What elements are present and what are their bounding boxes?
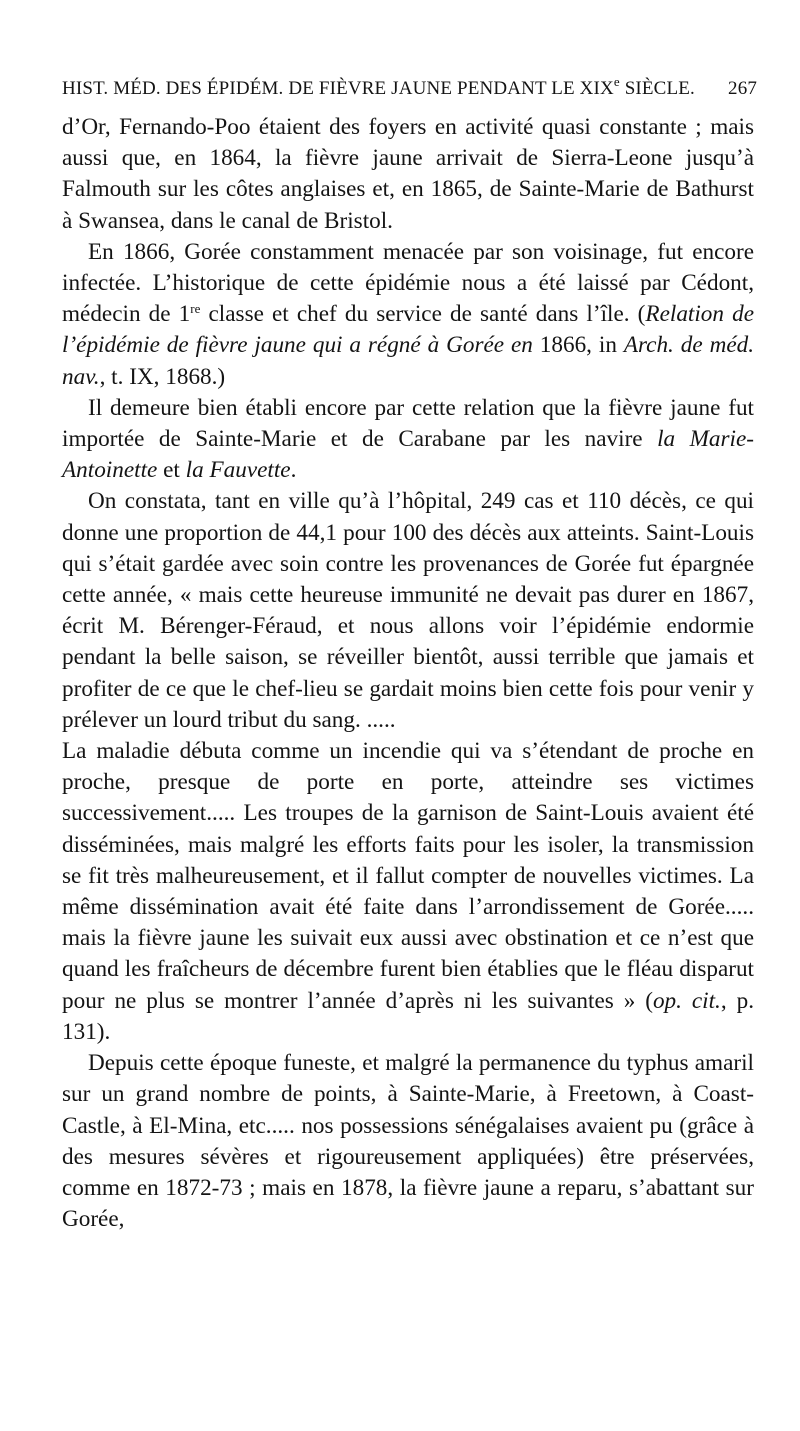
- superscript: e: [613, 74, 620, 89]
- paragraph-3: Il demeure bien établi encore par cette relation que la fièvre jaune fut importée de Sainte-Marie et de Carabane par les navire la Marie-Antoinette et la Fauvette.: [62, 394, 754, 484]
- citation-title: Relation de l’épidémie de fièvre jaune qui a régné à Gorée en: [62, 301, 754, 359]
- superscript: re: [190, 301, 201, 317]
- running-title: HIST. MÉD. DES ÉPIDÉM. DE FIÈVRE JAUNE PENDANT LE XIXe SIÈCLE.: [62, 74, 695, 99]
- running-header: [62, 74, 757, 108]
- citation-ref: op. cit.: [652, 987, 721, 1014]
- page-number: 267: [728, 78, 757, 99]
- body-text: [62, 112, 754, 1235]
- ship-name: la Fauvette: [185, 457, 291, 484]
- paragraph-4: On constata, tant en ville qu’à l’hôpital, 249 cas et 110 décès, ce qui donne une proportion de 44,1 pour 100 des décès aux atteints. Saint-Louis qui s’était gardée avec soin contre les provenances de Gorée fut épargnée cette année, « mais cette heureuse immunité ne devait pas durer en 1867, écrit M. Bérenger-Féraud, et nous allons voir l’épidémie endormie pendant la belle saison, se réveiller bientôt, aussi terrible que jamais et profiter de ce que le chef-lieu se gardait moins bien cette fois pour venir y prélever un lourd tribut du sang. .....: [62, 488, 754, 733]
- paragraph-1: d’Or, Fernando-Poo étaient des foyers en activité quasi constante ; mais aussi que, en 1864, la fièvre jaune arrivait de Sierra-Leone jusqu’à Falmouth sur les côtes anglaises et, en 1865, de Sainte-Marie de Bathurst à Swansea, dans le canal de Bristol.: [62, 114, 754, 234]
- citation-journal: Arch. de méd. nav.: [62, 332, 754, 390]
- paragraph-2: En 1866, Gorée constamment menacée par son voisinage, fut encore infectée. L’historique de cette épidémie nous a été laissé par Cédont, médecin de 1re classe et chef du service de santé dans l’île. (Relation de l’épidémie de fièvre jaune qui a régné à Gorée en 1866, in Arch. de méd. nav., t. IX, 1868.): [62, 238, 754, 390]
- paragraph-5: La maladie débuta comme un incendie qui va s’étendant de proche en proche, presque de porte en porte, atteindre ses victimes successivement..... Les troupes de la garnison de Saint-Louis avaient été disséminées, mais malgré les efforts faits pour les isoler, la transmission se fit très malheureusement, et il fallut compter de nouvelles victimes. La même dissémination avait été faite dans l’arrondissement de Gorée..... mais la fièvre jaune les suivait eux aussi avec obstination et ce n’est que quand les fraîcheurs de décembre furent bien établies que le fléau disparut pour ne plus se montrer l’année d’après ni les suivantes » (op. cit., p. 131).: [62, 738, 754, 1045]
- paragraph-6: Depuis cette époque funeste, et malgré la permanence du typhus amaril sur un grand nombre de points, à Sainte-Marie, à Freetown, à Coast-Castle, à El-Mina, etc..... nos possessions sénégalaises avaient pu (grâce à des mesures sévères et rigoureusement appliquées) être préservées, comme en 1872-73 ; mais en 1878, la fièvre jaune a reparu, s’abattant sur Gorée,: [62, 1050, 754, 1233]
- ship-name: la Marie-Antoinette: [62, 426, 754, 484]
